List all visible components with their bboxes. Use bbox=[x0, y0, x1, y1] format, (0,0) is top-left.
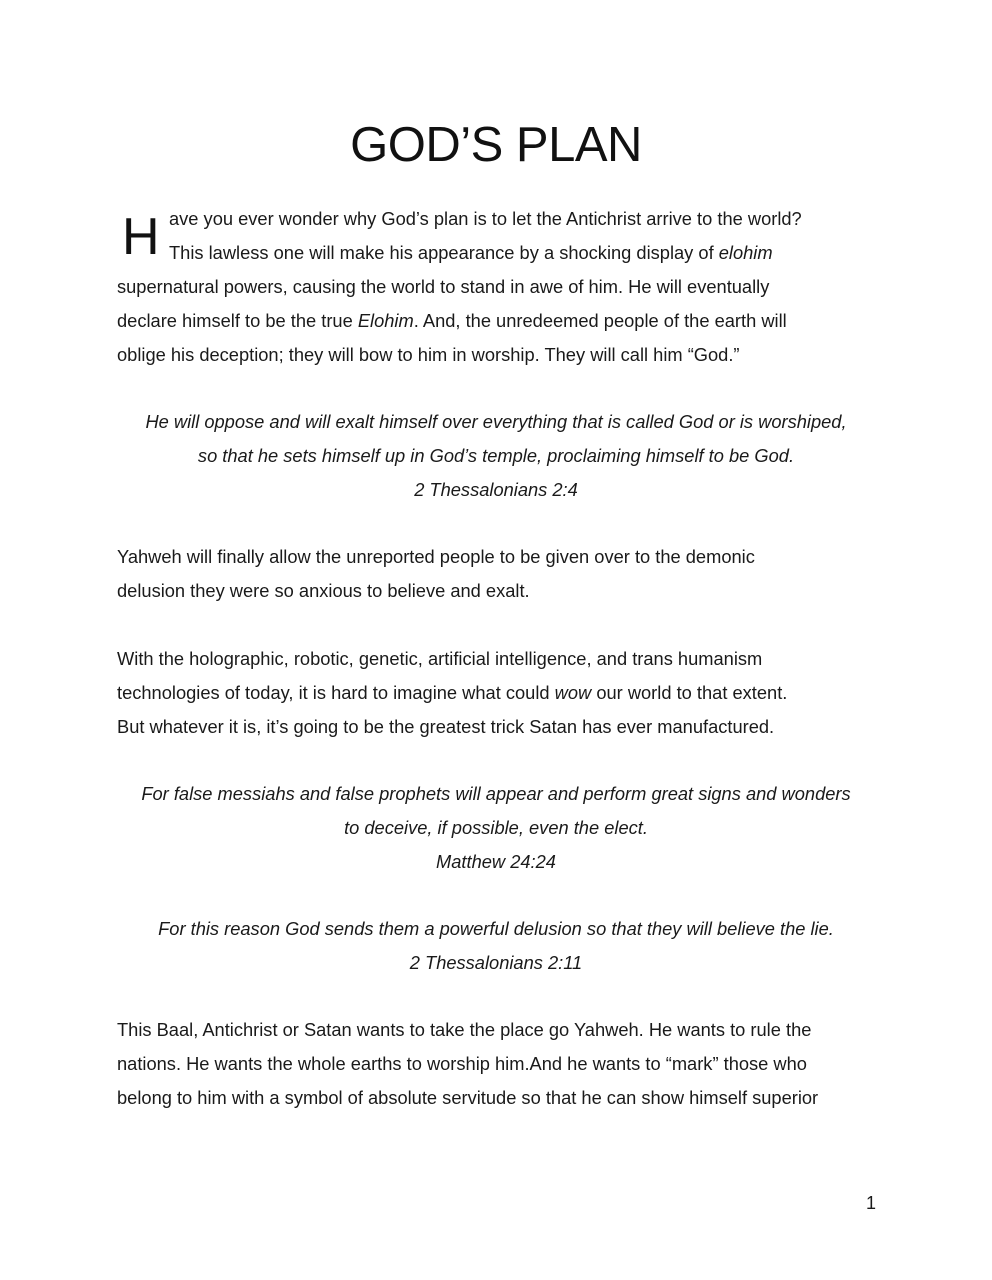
para-4-line-3: belong to him with a symbol of absolute servitude so that he can show himself superior bbox=[117, 1087, 819, 1108]
intro-line-2: This lawless one will make his appearance by a shocking display of elohim bbox=[169, 242, 773, 263]
paragraph-3 bbox=[117, 642, 887, 744]
intro-line-3: supernatural powers, causing the world to stand in awe of him. He will eventually bbox=[117, 276, 770, 297]
para-4-line-2: nations. He wants the whole earths to worship him.And he wants to “mark” those who bbox=[117, 1053, 807, 1074]
emphasis-elohim-title: Elohim bbox=[357, 310, 414, 331]
quote-2-line-2: to deceive, if possible, even the elect. bbox=[344, 817, 648, 838]
scripture-quote-3 bbox=[100, 912, 892, 980]
page-number: 1 bbox=[865, 1193, 876, 1213]
quote-3-line-1: For this reason God sends them a powerful delusion so that they will believe the lie. bbox=[158, 918, 834, 939]
quote-2-line-1: For false messiahs and false prophets will appear and perform great signs and wonders bbox=[141, 783, 851, 804]
quote-2-reference: Matthew 24:24 bbox=[436, 851, 556, 872]
paragraph-4 bbox=[117, 1013, 887, 1115]
para-2-line-2: delusion they were so anxious to believe and exalt. bbox=[117, 580, 530, 601]
para-2-line-1: Yahweh will finally allow the unreported people to be given over to the demonic bbox=[117, 546, 755, 567]
intro-line-1: ave you ever wonder why God’s plan is to let the Antichrist arrive to the world? bbox=[169, 208, 802, 229]
intro-line-4: declare himself to be the true Elohim. And, the unredeemed people of the earth will bbox=[117, 310, 787, 331]
quote-1-line-1: He will oppose and will exalt himself over everything that is called God or is worshiped, bbox=[145, 411, 847, 432]
emphasis-wow: wow bbox=[554, 682, 592, 703]
quote-1-line-2: so that he sets himself up in God’s temple, proclaiming himself to be God. bbox=[197, 445, 795, 466]
drop-cap: H bbox=[122, 208, 160, 266]
intro-line-5: oblige his deception; they will bow to him in worship. They will call him “God.” bbox=[117, 344, 740, 365]
quote-3-reference: 2 Thessalonians 2:11 bbox=[409, 952, 583, 973]
para-3-line-3: But whatever it is, it’s going to be the greatest trick Satan has ever manufactured. bbox=[117, 716, 775, 737]
intro-paragraph bbox=[117, 202, 887, 372]
scripture-quote-1 bbox=[100, 405, 892, 507]
emphasis-elohim: elohim bbox=[718, 242, 773, 263]
para-3-line-1: With the holographic, robotic, genetic, artificial intelligence, and trans humanism bbox=[117, 648, 763, 669]
page-title: GOD’S PLAN bbox=[350, 118, 642, 172]
para-4-line-1: This Baal, Antichrist or Satan wants to take the place go Yahweh. He wants to rule the bbox=[117, 1019, 812, 1040]
scripture-quote-2 bbox=[100, 777, 892, 879]
paragraph-2 bbox=[117, 540, 887, 608]
para-3-line-2: technologies of today, it is hard to imagine what could wow our world to that extent. bbox=[117, 682, 788, 703]
quote-1-reference: 2 Thessalonians 2:4 bbox=[414, 479, 578, 500]
